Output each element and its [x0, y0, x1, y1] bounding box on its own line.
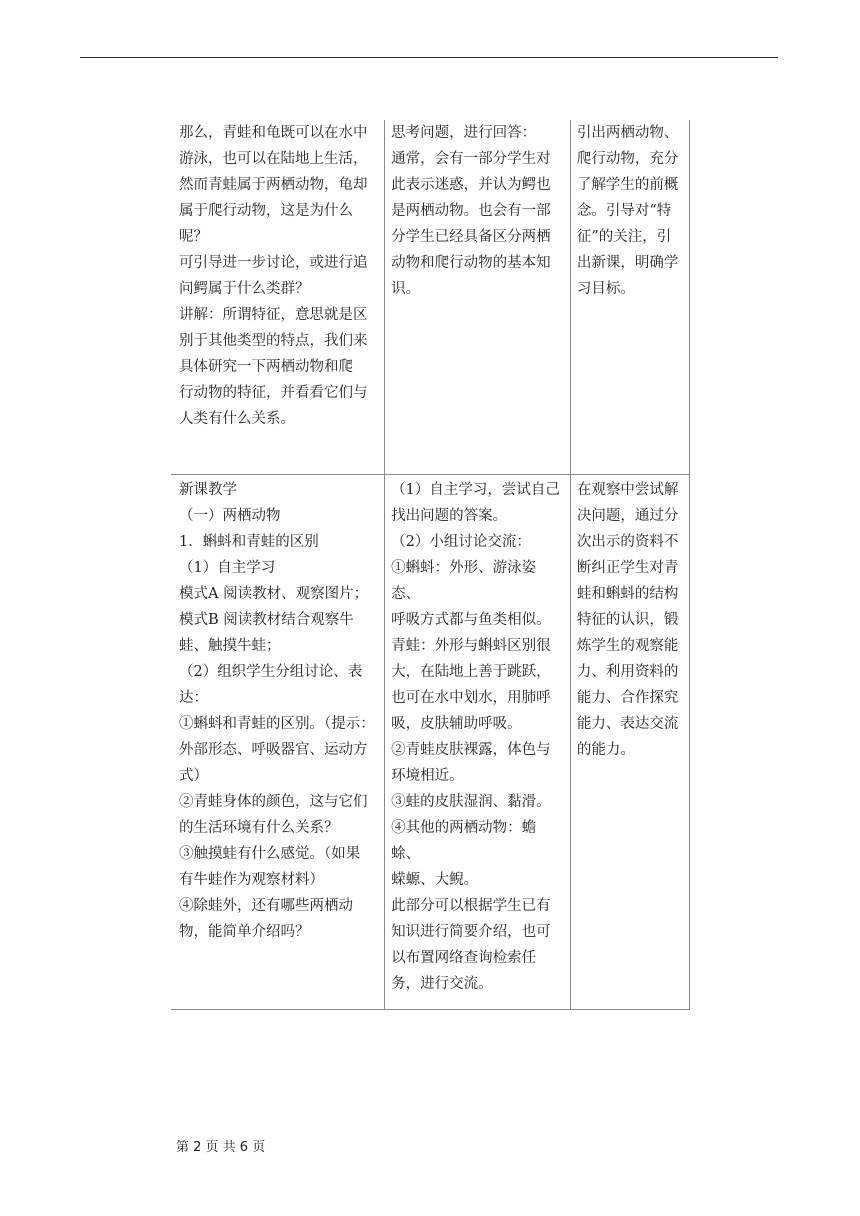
cell-text-line: 能力、合作探究: [576, 690, 679, 706]
cell-text-line: 物，能简单介绍吗？: [179, 924, 310, 940]
cell-text-line: 新课教学: [179, 482, 237, 498]
cell-text-line: 外部形态、呼吸器官、运动方: [179, 742, 368, 758]
teacher-activity-cell: [171, 475, 385, 1010]
cell-text-line: 青蛙：外形与蝌蚪区别很: [391, 638, 551, 654]
cell-text-line: 找出问题的答案。: [391, 508, 508, 524]
cell-text-line: 习目标。: [576, 281, 635, 297]
cell-text-line: 引出两栖动物、: [576, 125, 679, 141]
cell-text-line: 也可在水中划水，用肺呼: [391, 690, 551, 706]
cell-text-line: 行动物的特征，并看看它们与: [179, 385, 368, 401]
cell-text-line: 的生活环境有什么关系？: [179, 820, 339, 836]
cell-text-line: （1）自主学习，尝试自己: [391, 482, 560, 498]
cell-text-line: 然而青蛙属于两栖动物，龟却: [179, 177, 368, 193]
design-intent-cell: [570, 120, 689, 475]
design-intent-cell: [570, 475, 689, 1010]
cell-text-line: 有牛蛙作为观察材料）: [179, 872, 324, 888]
cell-text-line: （1）自主学习: [179, 560, 276, 576]
cell-text-line: ④其他的两栖动物：蟾蜍、: [391, 820, 537, 862]
table-row: [171, 120, 690, 475]
cell-text-line: 达：: [179, 690, 208, 706]
cell-text-line: 别于其他类型的特点，我们来: [179, 333, 368, 349]
cell-text-line: 的能力。: [576, 742, 635, 758]
cell-text-line: 决问题，通过分: [576, 508, 679, 524]
page-footer: 第 2 页 共 6 页: [176, 1140, 266, 1155]
cell-text-line: 吸，皮肤辅助呼吸。: [391, 716, 522, 732]
teacher-activity-cell: [171, 120, 385, 475]
cell-text-line: 了解学生的前概: [576, 177, 679, 193]
cell-text-line: 征”的关注，引: [576, 229, 672, 245]
cell-text-line: ③蛙的皮肤湿润、黏滑。: [391, 794, 551, 810]
cell-text-line: 1．蝌蚪和青蛙的区别: [179, 534, 319, 550]
cell-text-line: ①蝌蚪和青蛙的区别。（提示：: [179, 716, 375, 732]
cell-text-line: 式）: [179, 768, 208, 784]
cell-text-line: （2）小组讨论交流：: [391, 534, 531, 550]
cell-text-line: 此表示迷惑，并认为鳄也: [391, 177, 551, 193]
cell-text-line: 呢？: [179, 229, 208, 245]
cell-text-line: 问鳄属于什么类群？: [179, 281, 310, 297]
cell-text-line: 可引导进一步讨论，或进行追: [179, 255, 368, 271]
cell-text-line: ②青蛙皮肤裸露，体色与: [391, 742, 551, 758]
cell-text-line: 分学生已经具备区分两栖: [391, 229, 551, 245]
cell-text-line: 呼吸方式都与鱼类相似。: [391, 612, 551, 628]
cell-text-line: 模式A 阅读教材、观察图片；: [179, 586, 369, 602]
lesson-table: [171, 120, 690, 1010]
cell-text-line: ①蝌蚪：外形、游泳姿态、: [391, 560, 537, 602]
cell-text-line: 断纠正学生对青: [576, 560, 679, 576]
cell-text-line: 是两栖动物。也会有一部: [391, 203, 551, 219]
cell-text-line: 蛙和蝌蚪的结构: [576, 586, 679, 602]
cell-text-line: 蝾螈、大鲵。: [391, 872, 479, 888]
cell-text-line: 念。引导对“特: [576, 203, 672, 219]
cell-text-line: 游泳，也可以在陆地上生活，: [179, 151, 368, 167]
cell-text-line: 以布置网络查询检索任: [391, 950, 537, 966]
table-row: [171, 475, 690, 1010]
cell-text-line: 炼学生的观察能: [576, 638, 679, 654]
cell-text-line: 蛙、触摸牛蛙；: [179, 638, 281, 654]
cell-text-line: 务，进行交流。: [391, 976, 493, 992]
cell-text-line: 次出示的资料不: [576, 534, 679, 550]
cell-text-line: 动物和爬行动物的基本知: [391, 255, 551, 271]
cell-text-line: 环境相近。: [391, 768, 464, 784]
cell-text-line: ②青蛙身体的颜色，这与它们: [179, 794, 368, 810]
student-activity-cell: [385, 120, 571, 475]
header-rule: [80, 57, 778, 58]
cell-text-line: 此部分可以根据学生已有: [391, 898, 551, 914]
cell-text-line: 力、利用资料的: [576, 664, 679, 680]
cell-text-line: 爬行动物，充分: [576, 151, 679, 167]
cell-text-line: 具体研究一下两栖动物和爬: [179, 359, 353, 375]
cell-text-line: 大，在陆地上善于跳跃，: [391, 664, 551, 680]
cell-text-line: 能力、表达交流: [576, 716, 679, 732]
cell-text-line: （一）两栖动物: [179, 508, 281, 524]
cell-text-line: 通常，会有一部分学生对: [391, 151, 551, 167]
cell-text-line: 识。: [391, 281, 421, 297]
cell-text-line: ③触摸蛙有什么感觉。（如果: [179, 846, 361, 862]
cell-text-line: 特征的认识，锻: [576, 612, 679, 628]
cell-text-line: 思考问题，进行回答：: [391, 125, 537, 141]
cell-text-line: 在观察中尝试解: [576, 482, 679, 498]
cell-text-line: 人类有什么关系。: [179, 411, 295, 427]
cell-text-line: ④除蛙外，还有哪些两栖动: [179, 898, 353, 914]
cell-text-line: （2）组织学生分组讨论、表: [179, 664, 363, 680]
cell-text-line: 知识进行简要介绍，也可: [391, 924, 551, 940]
cell-text-line: 模式B 阅读教材结合观察牛: [179, 612, 354, 628]
cell-text-line: 出新课，明确学: [576, 255, 679, 271]
student-activity-cell: [385, 475, 571, 1010]
cell-text-line: 讲解：所谓特征，意思就是区: [179, 307, 368, 323]
cell-text-line: 属于爬行动物，这是为什么: [179, 203, 353, 219]
cell-text-line: 那么，青蛙和龟既可以在水中: [179, 125, 368, 141]
